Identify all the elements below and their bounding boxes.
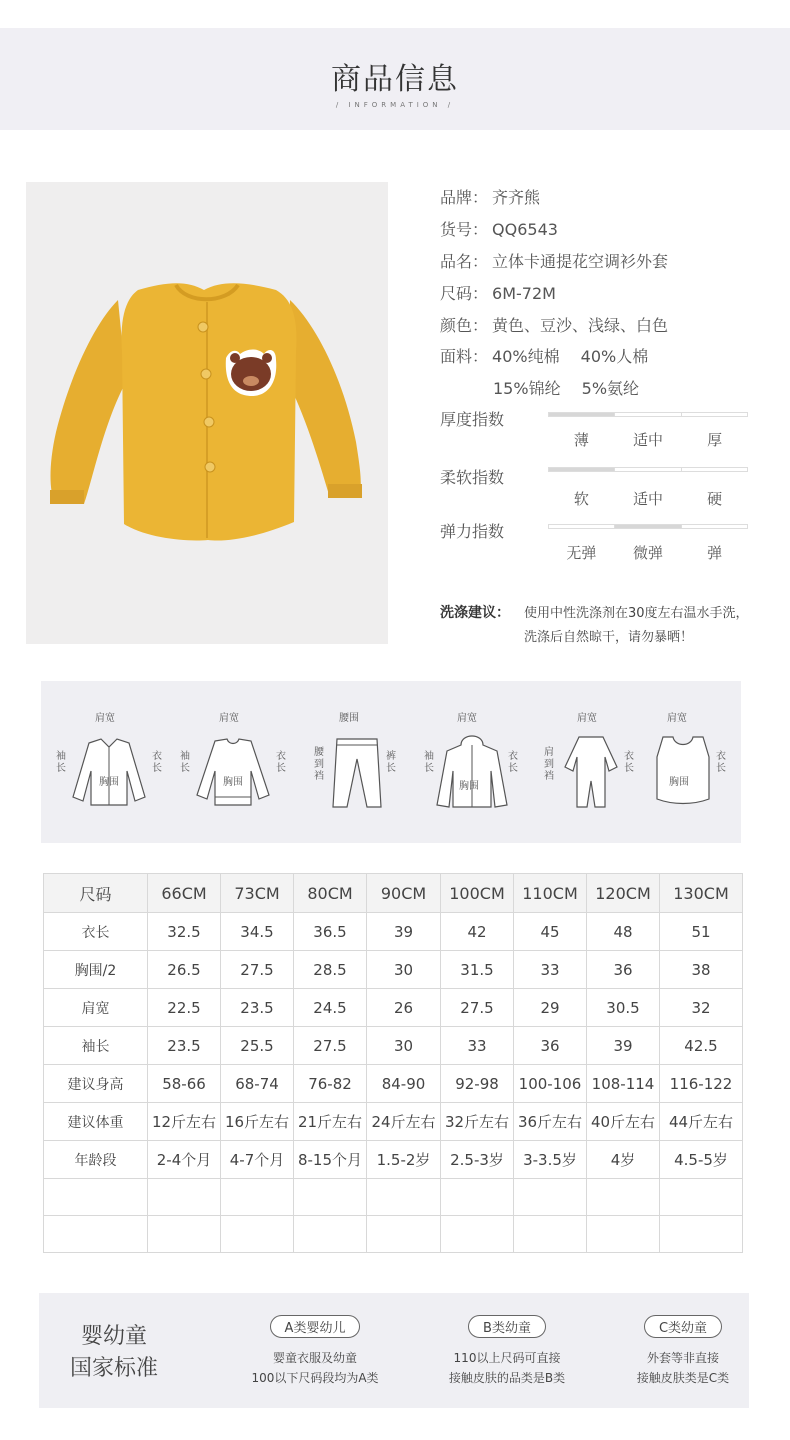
info-color <box>440 313 668 336</box>
wash-advice-line1: 使用中性洗涤剂在30度左右温水手洗， <box>524 606 749 621</box>
table-row-label: 建议身高 <box>44 1065 148 1103</box>
table-row <box>44 989 743 1027</box>
size-table-header: 100CM <box>441 874 514 913</box>
wash-advice-line2: 洗涤后自然晾干，请勿暴晒！ <box>524 630 694 645</box>
thickness-option: 厚 <box>707 431 723 449</box>
table-cell: 1.5-2岁 <box>367 1141 441 1179</box>
table-cell: 32斤左右 <box>441 1103 514 1141</box>
standard-title <box>39 1321 189 1385</box>
romper-icon <box>561 733 621 813</box>
guide-top-label: 腰围 <box>339 713 359 724</box>
table-cell: 23.5 <box>148 1027 221 1065</box>
table-cell: 108-114 <box>587 1065 660 1103</box>
table-cell: 100-106 <box>514 1065 587 1103</box>
info-size-value: 6M-72M <box>492 284 556 303</box>
table-row <box>44 951 743 989</box>
guide-top-label: 肩宽 <box>219 713 239 724</box>
guide-right-label: 裤长 <box>386 751 396 774</box>
guide-shirt <box>55 709 165 819</box>
softness-index-labels <box>548 488 748 509</box>
table-cell: 8-15个月 <box>294 1141 367 1179</box>
sweater-icon <box>193 735 273 809</box>
guide-left-label: 肩到裆 <box>544 747 554 782</box>
guide-vest <box>651 709 761 819</box>
table-cell: 39 <box>367 913 441 951</box>
table-cell: 29 <box>514 989 587 1027</box>
class-c-desc-line2: 接触皮肤类是C类 <box>636 1371 730 1385</box>
table-cell: 23.5 <box>221 989 294 1027</box>
guide-top-label: 肩宽 <box>95 713 115 724</box>
table-cell: 39 <box>587 1027 660 1065</box>
table-cell: 40斤左右 <box>587 1103 660 1141</box>
class-a-badge: A类婴幼儿 <box>270 1315 361 1338</box>
table-cell: 30 <box>367 1027 441 1065</box>
table-cell: 44斤左右 <box>660 1103 743 1141</box>
shirt-icon <box>69 735 149 809</box>
table-cell: 4-7个月 <box>221 1141 294 1179</box>
guide-right-label: 衣长 <box>716 751 726 774</box>
softness-seg-1 <box>549 468 615 471</box>
thickness-seg-3 <box>682 413 747 416</box>
guide-pants <box>305 709 415 819</box>
table-cell: 2-4个月 <box>148 1141 221 1179</box>
table-row-empty <box>44 1216 743 1253</box>
table-cell: 36 <box>514 1027 587 1065</box>
thickness-seg-1 <box>549 413 615 416</box>
table-row-label: 衣长 <box>44 913 148 951</box>
table-cell: 22.5 <box>148 989 221 1027</box>
info-size-label: 尺码： <box>440 284 489 303</box>
vest-icon <box>653 733 713 809</box>
thickness-seg-2 <box>615 413 681 416</box>
table-cell: 76-82 <box>294 1065 367 1103</box>
table-cell: 31.5 <box>441 951 514 989</box>
class-a-desc-line1: 婴童衣服及幼童 <box>272 1351 357 1365</box>
elasticity-option: 弹 <box>707 544 723 562</box>
info-fabric-value: 40%纯棉 40%人棉 <box>492 347 649 366</box>
table-cell: 16斤左右 <box>221 1103 294 1141</box>
thickness-index-labels <box>548 429 748 450</box>
table-cell: 4岁 <box>587 1141 660 1179</box>
thickness-option: 适中 <box>633 431 664 449</box>
table-cell: 27.5 <box>441 989 514 1027</box>
guide-left-label: 袖长 <box>424 751 434 774</box>
info-sku-label: 货号： <box>440 220 489 239</box>
table-cell: 33 <box>441 1027 514 1065</box>
table-row <box>44 1065 743 1103</box>
table-cell: 42 <box>441 913 514 951</box>
table-cell: 30 <box>367 951 441 989</box>
class-b-description <box>407 1348 607 1388</box>
table-cell: 28.5 <box>294 951 367 989</box>
table-cell: 34.5 <box>221 913 294 951</box>
table-cell: 84-90 <box>367 1065 441 1103</box>
info-brand-label: 品牌： <box>440 188 489 207</box>
section-title: 商品信息 <box>331 62 459 97</box>
table-cell: 21斤左右 <box>294 1103 367 1141</box>
table-cell: 24斤左右 <box>367 1103 441 1141</box>
guide-center-label: 胸围 <box>459 781 479 792</box>
softness-seg-3 <box>682 468 747 471</box>
elasticity-index-labels <box>548 542 748 563</box>
table-cell: 27.5 <box>221 951 294 989</box>
table-cell: 30.5 <box>587 989 660 1027</box>
info-fabric-line2: 15%锦纶 5%氨纶 <box>493 379 640 398</box>
info-color-label: 颜色： <box>440 316 489 335</box>
softness-seg-2 <box>615 468 681 471</box>
size-table-header: 130CM <box>660 874 743 913</box>
softness-option: 硬 <box>707 490 723 508</box>
hoodie-icon <box>435 731 509 811</box>
softness-option: 适中 <box>633 490 664 508</box>
table-cell: 12斤左右 <box>148 1103 221 1141</box>
table-cell: 36斤左右 <box>514 1103 587 1141</box>
elasticity-option: 无弹 <box>566 544 597 562</box>
info-brand <box>440 185 540 208</box>
class-a-desc-line2: 100以下尺码段均为A类 <box>251 1371 379 1385</box>
info-product-name <box>440 249 668 272</box>
elasticity-index-bar <box>548 524 748 529</box>
info-product-name-value: 立体卡通提花空调衫外套 <box>492 252 669 271</box>
thickness-index-bar <box>548 412 748 417</box>
size-table <box>43 873 743 1253</box>
guide-top-label: 肩宽 <box>577 713 597 724</box>
table-cell: 51 <box>660 913 743 951</box>
elasticity-index-title: 弹力指数 <box>440 522 505 541</box>
elasticity-seg-3 <box>682 525 747 528</box>
table-row-label: 肩宽 <box>44 989 148 1027</box>
standard-class-c <box>583 1315 783 1388</box>
table-row-label: 胸围/2 <box>44 951 148 989</box>
table-cell: 25.5 <box>221 1027 294 1065</box>
size-table-header: 120CM <box>587 874 660 913</box>
table-row-label: 建议体重 <box>44 1103 148 1141</box>
softness-index-bar <box>548 467 748 472</box>
table-cell: 3-3.5岁 <box>514 1141 587 1179</box>
info-color-value: 黄色、豆沙、浅绿、白色 <box>492 316 669 335</box>
size-table-header-row <box>44 874 743 913</box>
table-cell: 45 <box>514 913 587 951</box>
table-row-label: 袖长 <box>44 1027 148 1065</box>
table-cell: 33 <box>514 951 587 989</box>
info-size <box>440 281 556 304</box>
class-a-description <box>215 1348 415 1388</box>
class-c-badge: C类幼童 <box>644 1315 722 1338</box>
elasticity-seg-1 <box>549 525 615 528</box>
thickness-index-title: 厚度指数 <box>440 410 505 429</box>
table-cell: 2.5-3岁 <box>441 1141 514 1179</box>
table-cell: 32 <box>660 989 743 1027</box>
size-table-header: 80CM <box>294 874 367 913</box>
table-row-label: 年龄段 <box>44 1141 148 1179</box>
pants-icon <box>329 735 385 813</box>
table-cell: 42.5 <box>660 1027 743 1065</box>
elasticity-option: 微弹 <box>633 544 664 562</box>
table-cell: 26.5 <box>148 951 221 989</box>
size-table-header: 110CM <box>514 874 587 913</box>
size-table-header: 90CM <box>367 874 441 913</box>
yellow-cardigan-image <box>26 182 388 644</box>
elasticity-seg-2 <box>615 525 681 528</box>
standard-class-a <box>215 1315 415 1388</box>
standard-title-line1: 婴幼童 <box>80 1324 147 1349</box>
table-row <box>44 1103 743 1141</box>
table-row <box>44 1027 743 1065</box>
size-table-header: 尺码 <box>44 874 148 913</box>
class-b-desc-line2: 接触皮肤的品类是B类 <box>448 1371 566 1385</box>
guide-sweater <box>179 709 289 819</box>
guide-left-label: 袖长 <box>180 751 190 774</box>
section-header <box>0 28 790 130</box>
wash-advice-text <box>524 602 790 650</box>
class-c-description <box>583 1348 783 1388</box>
size-table-header: 66CM <box>148 874 221 913</box>
guide-left-label: 袖长 <box>56 751 66 774</box>
softness-index-title: 柔软指数 <box>440 468 505 487</box>
guide-center-label: 胸围 <box>669 777 689 788</box>
product-photo <box>26 182 388 644</box>
guide-center-label: 胸围 <box>99 777 119 788</box>
table-row <box>44 1141 743 1179</box>
class-b-desc-line1: 110以上尺码可直接 <box>453 1351 561 1365</box>
guide-hoodie <box>424 709 539 819</box>
guide-right-label: 衣长 <box>276 751 286 774</box>
wash-advice-label: 洗涤建议： <box>440 605 510 621</box>
table-cell: 68-74 <box>221 1065 294 1103</box>
info-product-name-label: 品名： <box>440 252 489 271</box>
info-sku-value: QQ6543 <box>492 220 558 239</box>
guide-right-label: 衣长 <box>152 751 162 774</box>
table-cell: 24.5 <box>294 989 367 1027</box>
info-brand-value: 齐齐熊 <box>492 188 541 207</box>
guide-center-label: 胸围 <box>223 777 243 788</box>
table-cell: 38 <box>660 951 743 989</box>
info-fabric-label: 面料： <box>440 347 489 366</box>
softness-option: 软 <box>573 490 589 508</box>
table-cell: 27.5 <box>294 1027 367 1065</box>
national-standard-panel <box>39 1293 749 1408</box>
table-cell: 32.5 <box>148 913 221 951</box>
table-cell: 36.5 <box>294 913 367 951</box>
table-cell: 26 <box>367 989 441 1027</box>
size-table-header: 73CM <box>221 874 294 913</box>
section-subtitle: / INFORMATION / <box>335 101 455 109</box>
table-cell: 92-98 <box>441 1065 514 1103</box>
table-cell: 4.5-5岁 <box>660 1141 743 1179</box>
table-cell: 58-66 <box>148 1065 221 1103</box>
measurement-guide <box>41 681 741 843</box>
guide-right-label: 衣长 <box>624 751 634 774</box>
info-sku <box>440 217 558 240</box>
class-b-badge: B类幼童 <box>468 1315 546 1338</box>
standard-title-line2: 国家标准 <box>69 1356 158 1381</box>
thickness-option: 薄 <box>573 431 589 449</box>
standard-class-b <box>407 1315 607 1388</box>
class-c-desc-line1: 外套等非直接 <box>646 1351 719 1365</box>
table-cell: 116-122 <box>660 1065 743 1103</box>
info-fabric <box>440 344 648 367</box>
guide-right-label: 衣长 <box>508 751 518 774</box>
guide-romper <box>541 709 651 819</box>
table-row <box>44 913 743 951</box>
guide-top-label: 肩宽 <box>457 713 477 724</box>
table-row-empty <box>44 1179 743 1216</box>
table-cell: 36 <box>587 951 660 989</box>
table-cell: 48 <box>587 913 660 951</box>
guide-top-label: 肩宽 <box>667 713 687 724</box>
guide-left-label: 腰到裆 <box>314 747 324 782</box>
